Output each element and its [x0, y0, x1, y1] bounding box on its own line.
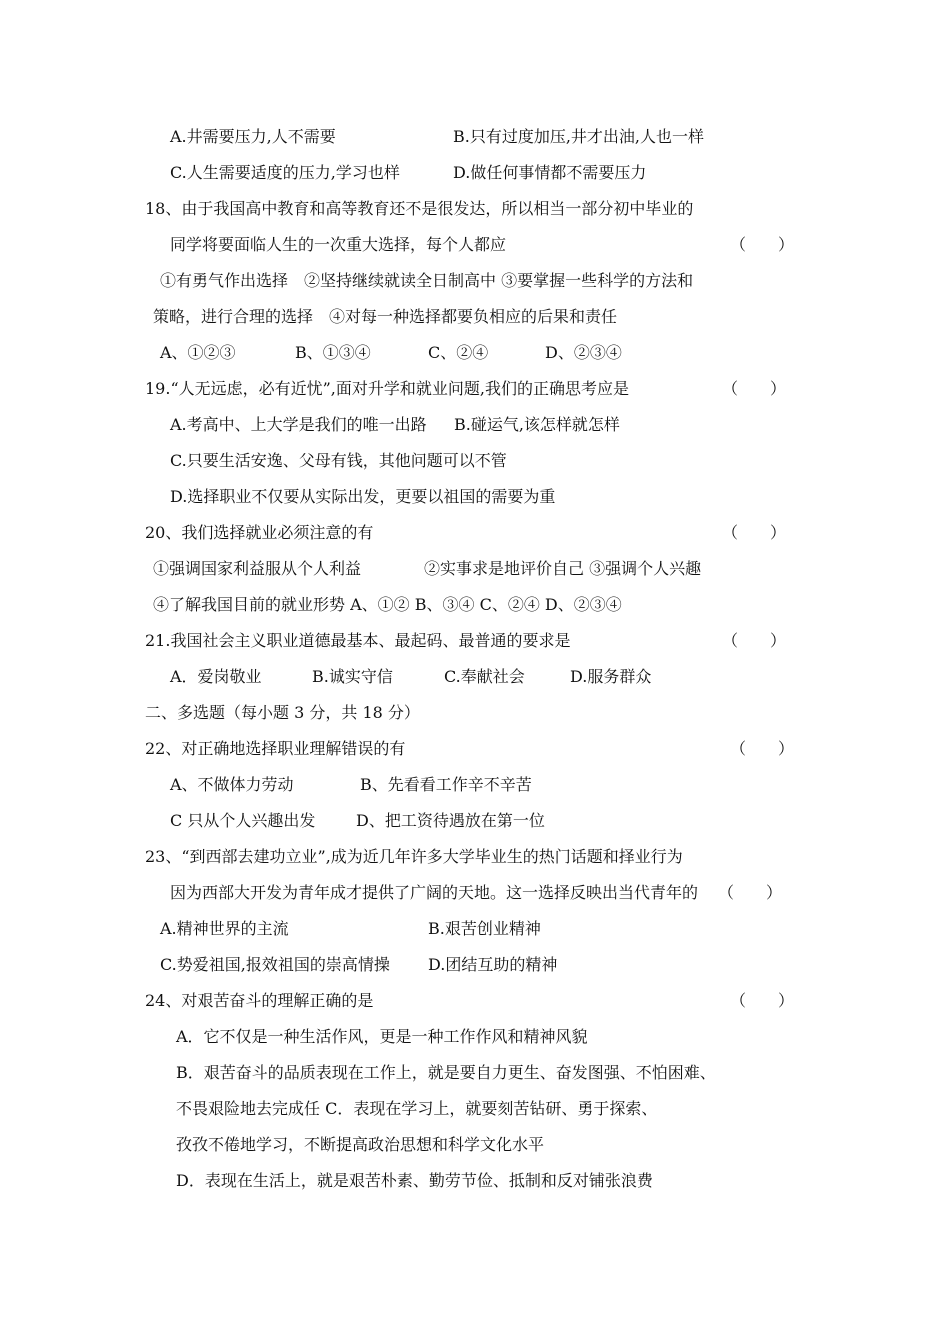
q24-option-b-line2: 不畏艰险地去完成任 C．表现在学习上，就要刻苦钻研、勇于探索、: [176, 1099, 658, 1118]
q18-answer-paren: （ ）: [730, 235, 795, 254]
q20-statement-2-3: ②实事求是地评价自己 ③强调个人兴趣: [424, 559, 702, 578]
q17-option-b: B.只有过度加压,井才出油,人也一样: [453, 127, 705, 146]
q20-stem: 20、我们选择就业必须注意的有: [145, 523, 374, 542]
q19-option-c: C.只要生活安逸、父母有钱，其他问题可以不管: [170, 451, 507, 470]
q17-option-a: A.井需要压力,人不需要: [170, 127, 336, 146]
q19-stem: 19.“人无远虑，必有近忧”,面对升学和就业问题,我们的正确思考应是: [145, 379, 629, 398]
q23-answer-paren: （ ）: [718, 883, 783, 902]
q24-option-a: A．它不仅是一种生活作风，更是一种工作作风和精神风貌: [176, 1027, 588, 1046]
q22-answer-paren: （ ）: [730, 739, 795, 758]
q21-option-b: B.诚实守信: [312, 667, 393, 686]
q20-answer-paren: （ ）: [722, 523, 787, 542]
q24-stem: 24、对艰苦奋斗的理解正确的是: [145, 991, 374, 1010]
q23-option-a: A.精神世界的主流: [160, 919, 289, 938]
q18-option-b: B、①③④: [295, 343, 371, 362]
q22-option-b: B、先看看工作辛不辛苦: [360, 775, 532, 794]
q20-statement-1: ①强调国家利益服从个人利益: [153, 559, 362, 578]
q22-option-d: D、把工资待遇放在第一位: [356, 811, 545, 830]
q21-option-c: C.奉献社会: [444, 667, 525, 686]
q24-option-b-line1: B．艰苦奋斗的品质表现在工作上，就是要自力更生、奋发图强、不怕困难、: [176, 1063, 716, 1082]
q19-option-b: B.碰运气,该怎样就怎样: [454, 415, 620, 434]
q24-answer-paren: （ ）: [730, 991, 795, 1010]
q22-option-a: A、不做体力劳动: [170, 775, 294, 794]
q23-option-b: B.艰苦创业精神: [428, 919, 541, 938]
q21-answer-paren: （ ）: [722, 631, 787, 650]
q19-option-d: D.选择职业不仅要从实际出发，更要以祖国的需要为重: [170, 487, 556, 506]
q18-stem-line1: 18、由于我国高中教育和高等教育还不是很发达，所以相当一部分初中毕业的: [145, 199, 694, 218]
q19-answer-paren: （ ）: [722, 379, 787, 398]
q23-option-c: C.势爱祖国,报效祖国的崇高情操: [160, 955, 390, 974]
q17-option-d: D.做任何事情都不需要压力: [453, 163, 647, 182]
q21-option-d: D.服务群众: [570, 667, 652, 686]
q23-stem-line2: 因为西部大开发为青年成才提供了广阔的天地。这一选择反映出当代青年的: [170, 883, 699, 902]
q24-option-c-line2: 孜孜不倦地学习，不断提高政治思想和科学文化水平: [176, 1135, 545, 1154]
q23-stem-line1: 23、“到西部去建功立业”,成为近几年许多大学毕业生的热门话题和择业行为: [145, 847, 683, 866]
q18-option-c: C、②④: [428, 343, 489, 362]
q18-statements-line1: ①有勇气作出选择 ②坚持继续就读全日制高中 ③要掌握一些科学的方法和: [160, 271, 694, 290]
q18-stem-line2: 同学将要面临人生的一次重大选择，每个人都应: [170, 235, 507, 254]
q22-option-c: C 只从个人兴趣出发: [170, 811, 316, 830]
q21-option-a: A．爱岗敬业: [170, 667, 262, 686]
q18-option-d: D、②③④: [545, 343, 622, 362]
section-heading: 二、多选题（每小题 3 分，共 18 分）: [145, 703, 420, 722]
q19-option-a: A.考高中、上大学是我们的唯一出路: [170, 415, 427, 434]
q22-stem: 22、对正确地选择职业理解错误的有: [145, 739, 406, 758]
q21-stem: 21.我国社会主义职业道德最基本、最起码、最普通的要求是: [145, 631, 571, 650]
q23-option-d: D.团结互助的精神: [428, 955, 558, 974]
q18-option-a: A、①②③: [160, 343, 236, 362]
q17-option-c: C.人生需要适度的压力,学习也样: [170, 163, 400, 182]
q24-option-d: D．表现在生活上，就是艰苦朴素、勤劳节俭、抵制和反对铺张浪费: [176, 1171, 653, 1190]
q18-statements-line2: 策略，进行合理的选择 ④对每一种选择都要负相应的后果和责任: [153, 307, 618, 326]
q20-statement-4-options: ④了解我国目前的就业形势 A、①② B、③④ C、②④ D、②③④: [153, 595, 622, 614]
